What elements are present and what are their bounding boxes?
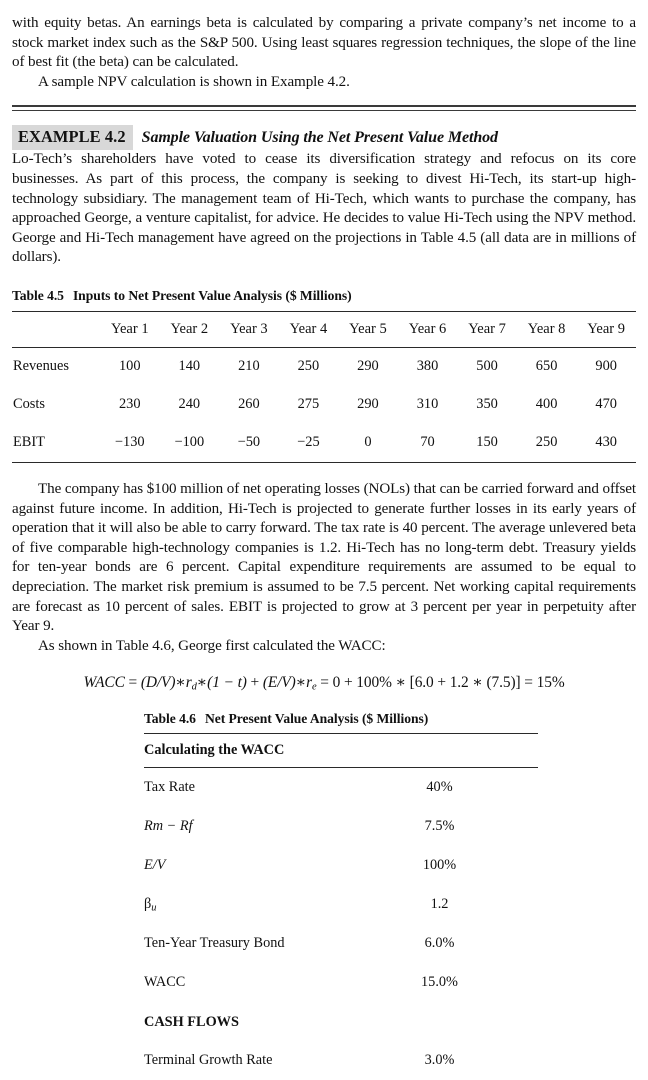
table-4-6-body (144, 733, 538, 1080)
table-4-5-col-year-2: Year 2 (160, 311, 220, 347)
table-row (144, 846, 538, 885)
table-4-6-section-header-cash-flows (144, 1002, 538, 1041)
table-4-5-head (12, 311, 636, 347)
table-row (144, 963, 538, 1002)
table-row (144, 767, 538, 807)
table-4-6-row-value-unlevered-beta: 1.2 (430, 895, 449, 912)
table-4-6-wrapper (144, 711, 538, 1080)
intro-paragraph-2: A sample NPV calculation is shown in Example 4.2. (38, 73, 350, 90)
table-4-5-header-row (12, 311, 636, 347)
table-4-5-col-year-1: Year 1 (100, 311, 160, 347)
table-cell: 310 (416, 396, 439, 413)
table-4-6-section-label-cash-flows: CASH FLOWS (144, 1013, 239, 1030)
table-4-5-row-label-revenues: Revenues (13, 358, 69, 375)
table-cell: 150 (457, 424, 517, 463)
formula-op-1: ∗ (175, 674, 186, 692)
table-4-5-caption-number: Table 4.5 (12, 287, 64, 303)
formula-equals-2: = (320, 674, 329, 692)
example-header (12, 125, 636, 150)
table-4-6-row-value-treasury-bond: 6.0% (424, 934, 455, 951)
table-4-6-caption-number: Table 4.6 (144, 710, 196, 726)
formula-term-2: (1 − t) (207, 674, 247, 692)
table-4-5-col-year-4: Year 4 (279, 311, 339, 347)
table-cell: 250 (517, 424, 577, 463)
table-cell: 250 (297, 358, 320, 375)
formula-lhs: WACC (83, 674, 125, 692)
example-paragraph-3: As shown in Table 4.6, George first calculated the WACC: (38, 637, 386, 654)
table-4-5-row-label-ebit: EBIT (12, 424, 100, 463)
table-4-5-body (12, 347, 636, 462)
table-cell: −50 (219, 424, 279, 463)
table-4-5-col-year-7: Year 7 (457, 311, 517, 347)
table-row (12, 347, 636, 386)
table-row (12, 424, 636, 463)
table-cell: 470 (595, 396, 617, 413)
table-cell: −130 (100, 424, 160, 463)
table-row (144, 924, 538, 963)
table-4-6-row-value-equity-ratio: 100% (422, 856, 457, 873)
table-row (144, 885, 538, 924)
beta-subscript: u (151, 901, 157, 913)
table-4-6-row-label-wacc: WACC (144, 973, 186, 990)
table-cell: 400 (535, 396, 558, 413)
formula-var-rd-sub: d (191, 681, 197, 693)
table-4-5 (12, 311, 636, 463)
formula-result-expression: 0 + 100% ∗ [6.0 + 1.2 ∗ (7.5)] (332, 674, 521, 692)
table-4-5-col-year-8: Year 8 (517, 311, 577, 347)
wacc-formula (12, 673, 636, 692)
table-cell: 380 (416, 358, 439, 375)
table-4-5-caption (12, 288, 636, 304)
table-cell: −100 (160, 424, 220, 463)
example-paragraph-1: Lo-Tech’s shareholders have voted to cease its diversification strategy and refocus on its core businesses. As part of this process, the company is seeking to divest Hi-Tech, its start-up high-technology subsidiary. The management team of Hi-Tech, which wants to purchase the company, has approached George, a venture capitalist, for advice. He decides to value Hi-Tech using the NPV method. George and Hi-Tech management have agreed on the projections in Table 4.5 (all data are in millions of dollars). (12, 151, 636, 266)
table-4-5-col-year-9: Year 9 (576, 311, 636, 347)
table-4-6-row-value-market-premium: 7.5% (424, 817, 455, 834)
formula-equals: = (128, 674, 138, 692)
example-title: Sample Valuation Using the Net Present Value Method (141, 129, 498, 147)
table-4-5-corner-cell (12, 311, 100, 347)
formula-op-3: ∗ (295, 674, 307, 692)
formula-var-rd: r (185, 674, 192, 692)
table-4-6-row-label-equity-ratio: E/V (144, 856, 166, 873)
table-cell: 0 (338, 424, 398, 463)
beta-symbol: β (144, 895, 152, 912)
table-cell: 230 (118, 396, 141, 413)
example-paragraph-2: The company has $100 million of net operating losses (NOLs) that can be carried forward and offset against future income. In addition, Hi-Tech is projected to generate further losses in its early years of operation that it will also be able to carry forward. The tax rate is 40 percent. The average unlevered beta of five comparable high-technology companies is 1.2. Hi-Tech has no long-term debt. Treasury yields for ten-year bonds are 6 percent. Capital expenditure requirements are assumed to be equal to depreciation. The market risk premium is assumed to be 7.5 percent. Net working capital requirements are forecast as 10 percent of sales. EBIT is projected to grow at 3 percent per year in perpetuity after Year 9. (12, 480, 636, 635)
table-4-6-row-value-terminal-growth: 3.0% (424, 1051, 455, 1068)
table-4-5-col-year-5: Year 5 (338, 311, 398, 347)
table-4-6-caption (144, 711, 538, 727)
table-cell: 900 (595, 358, 617, 375)
table-4-6-row-label-treasury-bond: Ten-Year Treasury Bond (144, 934, 285, 951)
table-4-6-section-label: Calculating the WACC (144, 733, 538, 767)
formula-result: 15% (536, 674, 565, 692)
table-row (12, 386, 636, 424)
table-cell: −25 (279, 424, 339, 463)
table-cell: 140 (178, 358, 201, 375)
formula-var-re-sub: e (311, 681, 317, 693)
table-4-6-row-label-tax-rate: Tax Rate (144, 778, 196, 795)
table-cell: 275 (297, 396, 320, 413)
table-cell: 430 (576, 424, 636, 463)
table-4-5-col-year-3: Year 3 (219, 311, 279, 347)
table-4-6-row-value-tax-rate: 40% (426, 778, 453, 795)
section-divider (12, 105, 636, 111)
table-4-6-row-label-unlevered-beta (144, 885, 341, 924)
table-4-5-row-label-costs: Costs (13, 396, 45, 413)
table-cell: 260 (238, 396, 260, 413)
table-cell: 290 (357, 396, 379, 413)
formula-equals-3: = (524, 674, 533, 692)
table-4-5-caption-title: Inputs to Net Present Value Analysis ($ Millions) (72, 287, 352, 303)
table-4-5-col-year-6: Year 6 (398, 311, 458, 347)
table-cell: 500 (476, 358, 498, 375)
table-cell: 210 (238, 358, 260, 375)
table-cell: 350 (476, 396, 498, 413)
table-cell: 240 (178, 396, 201, 413)
table-cell: 650 (535, 358, 558, 375)
table-4-6-caption-title: Net Present Value Analysis ($ Millions) (204, 710, 429, 726)
table-row (144, 1041, 538, 1080)
table-row (144, 807, 538, 846)
formula-plus: + (250, 674, 260, 692)
formula-op-2: ∗ (196, 674, 208, 692)
formula-var-re: r (306, 674, 312, 692)
table-cell: 100 (118, 358, 141, 375)
table-4-6-row-label-terminal-growth: Terminal Growth Rate (144, 1051, 273, 1068)
table-cell: 290 (357, 358, 379, 375)
example-tag: EXAMPLE 4.2 (12, 125, 133, 150)
table-cell: 70 (398, 424, 458, 463)
formula-term-1: (D/V) (140, 674, 176, 692)
table-4-6-row-value-wacc: 15.0% (421, 973, 458, 990)
formula-term-3: (E/V) (262, 674, 296, 692)
intro-paragraph-1: with equity betas. An earnings beta is calculated by comparing a private company’s net income to a stock market index such as the S&P 500. Using least squares regression techniques, the slope of the line of best fit (the beta) can be calculated. (12, 15, 636, 71)
table-4-6-row-label-market-premium: Rm − Rf (144, 817, 193, 834)
table-4-6-section-header-wacc (144, 733, 538, 767)
table-4-6 (144, 733, 538, 1080)
